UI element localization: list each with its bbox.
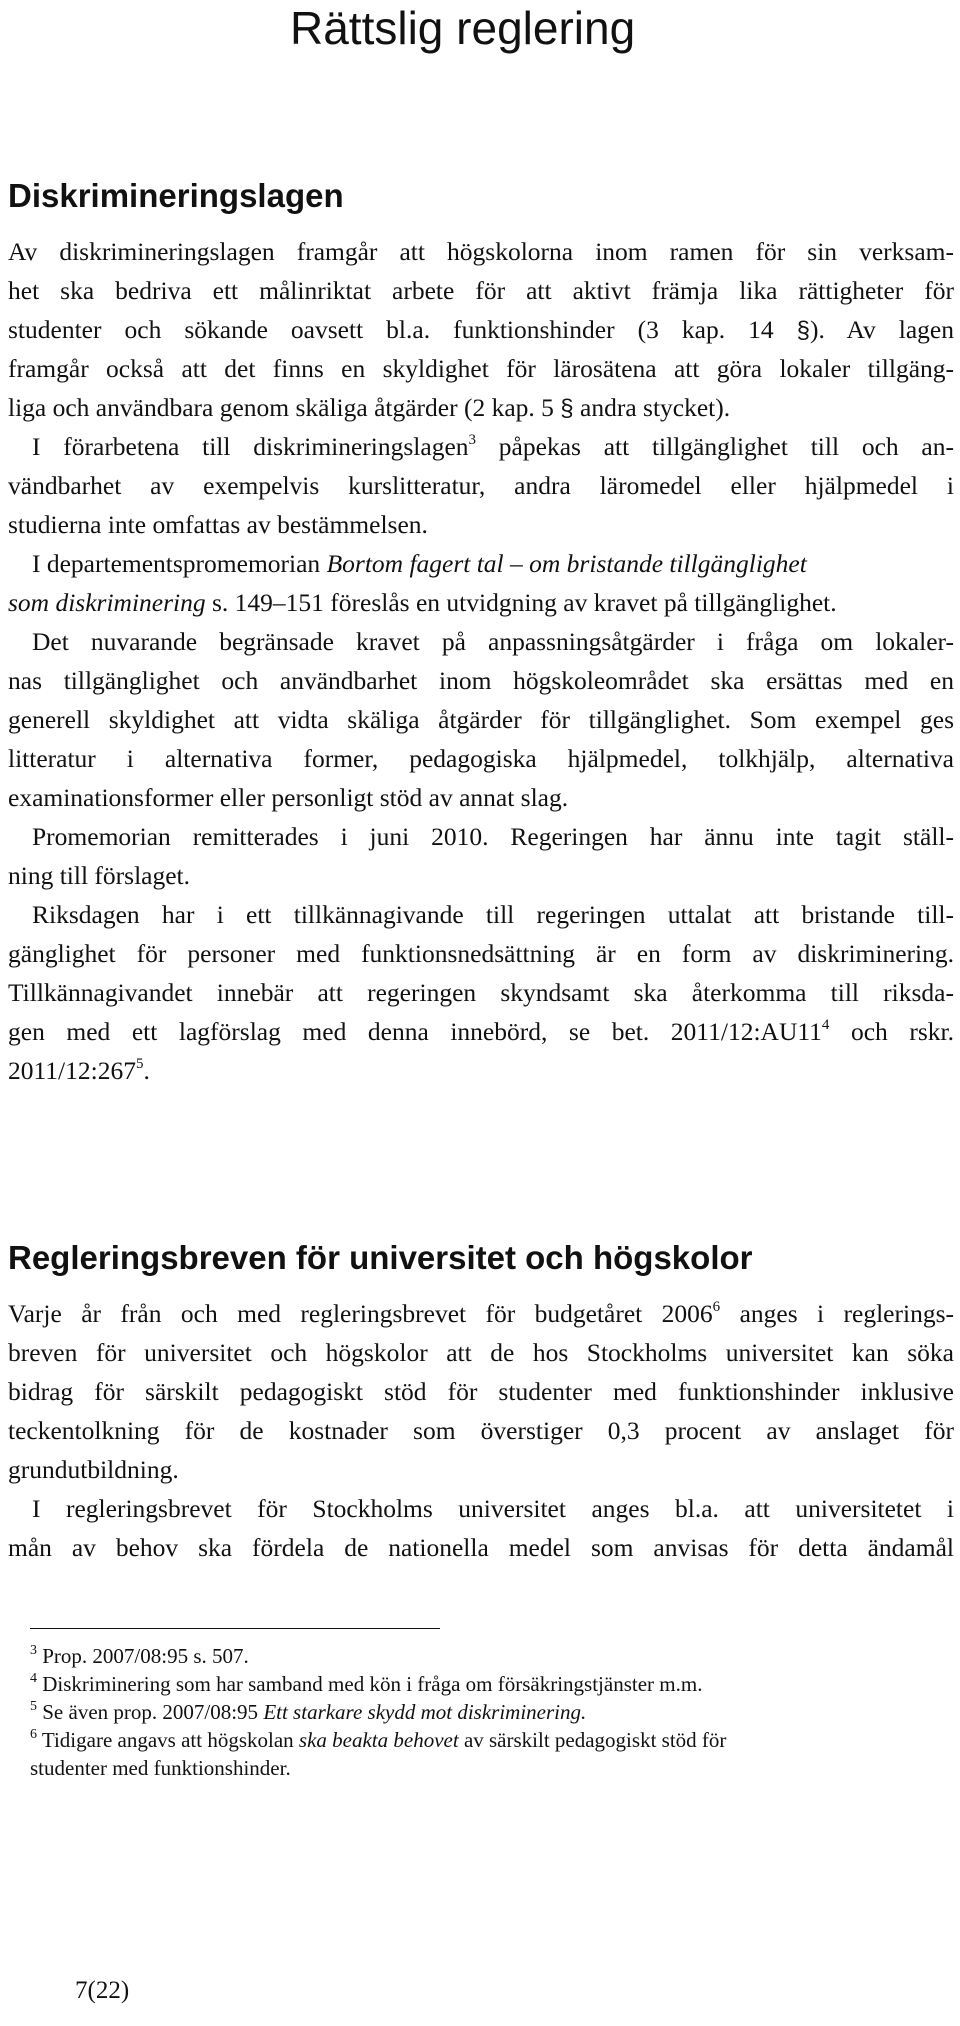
text-line: litteratur i alternativa former, pedagogiska hjälpmedel, tolkhjälp, alternativa xyxy=(8,744,954,773)
text-line xyxy=(8,310,954,349)
footnote-text: av särskilt pedagogiskt stöd för xyxy=(458,1728,727,1752)
italic-title: som diskriminering xyxy=(8,588,206,617)
text-line xyxy=(8,1012,954,1051)
footnote-text: Diskriminering som har samband med kön i fråga om försäkringstjänster m.m. xyxy=(42,1672,703,1696)
text-line: studierna inte omfattas av bestämmelsen. xyxy=(8,510,428,539)
text-fragment: 2011/12:267 xyxy=(8,1056,136,1085)
text-line: gänglighet för personer med funktionsnedsättning är en form av diskriminering. xyxy=(8,939,954,968)
footnote-divider xyxy=(30,1628,440,1629)
text-line: teckentolkning för de kostnader som överstiger 0,3 procent av anslaget för xyxy=(8,1416,954,1445)
text-line: examinationsformer eller personligt stöd av annat slag. xyxy=(8,783,569,812)
footnote-number: 3 xyxy=(30,1643,37,1658)
text-line: Promemorian remitterades i juni 2010. Regeringen har ännu inte tagit ställ- xyxy=(32,822,954,851)
footnote-ref: 5 xyxy=(135,1056,144,1072)
text-fragment: och rskr. xyxy=(829,1017,954,1046)
section-sign: § xyxy=(560,395,574,422)
section-body-regleringsbreven xyxy=(8,1294,954,1567)
text-line: ning till förslaget. xyxy=(8,861,191,890)
text-line: liga och användbara genom skäliga åtgärder (2 kap. 5 § andra stycket). xyxy=(8,393,731,422)
text-line: Av diskrimineringslagen framgår att högskolorna inom ramen för sin verksam- xyxy=(8,237,954,266)
text-fragment: anges i reglerings- xyxy=(720,1299,954,1328)
page-number: 7(22) xyxy=(75,1977,130,2004)
text-fragment: studenter och sökande oavsett bl.a. funktionshinder (3 kap. 14 §). Av lagen xyxy=(8,315,954,344)
text-line: framgår också att det finns en skyldighet för lärosätena att göra lokaler tillgäng- xyxy=(8,354,954,383)
footnote xyxy=(30,1642,950,1670)
footnote-ref: 3 xyxy=(468,432,477,448)
text-fragment: . xyxy=(143,1056,150,1085)
text-line xyxy=(8,583,954,622)
text-line: Riksdagen har i ett tillkännagivande till regeringen uttalat att bristande till- xyxy=(32,900,954,929)
text-line: nas tillgänglighet och användbarhet inom högskoleområdet ska ersättas med en xyxy=(8,666,954,695)
footnote xyxy=(30,1726,950,1754)
italic-title: Bortom fagert tal – om bristande tillgänglighet xyxy=(326,549,807,578)
text-fragment: gen med ett lagförslag med denna innebörd, se bet. 2011/12:AU11 xyxy=(8,1017,822,1046)
footnote-text: Se även prop. 2007/08:95 xyxy=(42,1700,264,1724)
footnote-ref: 6 xyxy=(712,1299,721,1315)
text-fragment: påpekas att tillgänglighet till och an- xyxy=(476,432,954,461)
text-line: generell skyldighet att vidta skäliga åtgärder för tillgänglighet. Som exempel ges xyxy=(8,705,954,734)
text-line xyxy=(8,544,954,583)
text-fragment: I förarbetena till diskrimineringslagen xyxy=(32,432,469,461)
footnote-continuation: studenter med funktionshinder. xyxy=(30,1756,291,1780)
footnote-text: Tidigare angavs att högskolan xyxy=(41,1728,299,1752)
footnote-italic: Ett starkare skydd mot diskriminering. xyxy=(263,1700,587,1724)
section-sign: § xyxy=(796,317,810,344)
text-line xyxy=(8,1294,954,1333)
text-line xyxy=(8,427,954,466)
text-line: Det nuvarande begränsade kravet på anpassningsåtgärder i fråga om lokaler- xyxy=(32,627,954,656)
footnote-number: 6 xyxy=(30,1727,37,1742)
text-line: het ska bedriva ett målinriktat arbete för att aktivt främja lika rättigheter för xyxy=(8,276,954,305)
text-line: bidrag för särskilt pedagogiskt stöd för studenter med funktionshinder inklusive xyxy=(8,1377,954,1406)
text-line: grundutbildning. xyxy=(8,1455,179,1484)
section-heading-regleringsbreven: Regleringsbreven för universitet och högskolor xyxy=(8,1239,753,1276)
text-line xyxy=(8,1051,954,1090)
footnote xyxy=(30,1670,950,1698)
text-line: I regleringsbrevet för Stockholms universitet anges bl.a. att universitetet i xyxy=(32,1494,954,1523)
footnote-italic: ska beakta behovet xyxy=(298,1728,459,1752)
page-title: Rättslig reglering xyxy=(290,2,636,54)
section-heading-diskrimineringslagen: Diskrimineringslagen xyxy=(8,177,344,214)
text-fragment: s. 149–151 föreslås en utvidgning av kravet på tillgänglighet. xyxy=(205,588,837,617)
footnotes xyxy=(30,1642,950,1782)
footnote-text: Prop. 2007/08:95 s. 507. xyxy=(42,1644,249,1668)
text-line: Tillkännagivandet innebär att regeringen skyndsamt ska återkomma till riksda- xyxy=(8,978,954,1007)
footnote-ref: 4 xyxy=(821,1017,830,1033)
text-line: breven för universitet och högskolor att de hos Stockholms universitet kan söka xyxy=(8,1338,954,1367)
text-line: mån av behov ska fördela de nationella medel som anvisas för detta ändamål xyxy=(8,1533,954,1562)
footnote-number: 4 xyxy=(30,1671,37,1686)
section-body-diskrimineringslagen xyxy=(8,232,954,1090)
text-fragment: I departementspromemorian xyxy=(32,549,327,578)
footnote xyxy=(30,1698,950,1726)
text-fragment: Varje år från och med regleringsbrevet för budgetåret 2006 xyxy=(8,1299,713,1328)
footnote-number: 5 xyxy=(30,1699,37,1714)
text-line: vändbarhet av exempelvis kurslitteratur, andra läromedel eller hjälpmedel i xyxy=(8,471,954,500)
